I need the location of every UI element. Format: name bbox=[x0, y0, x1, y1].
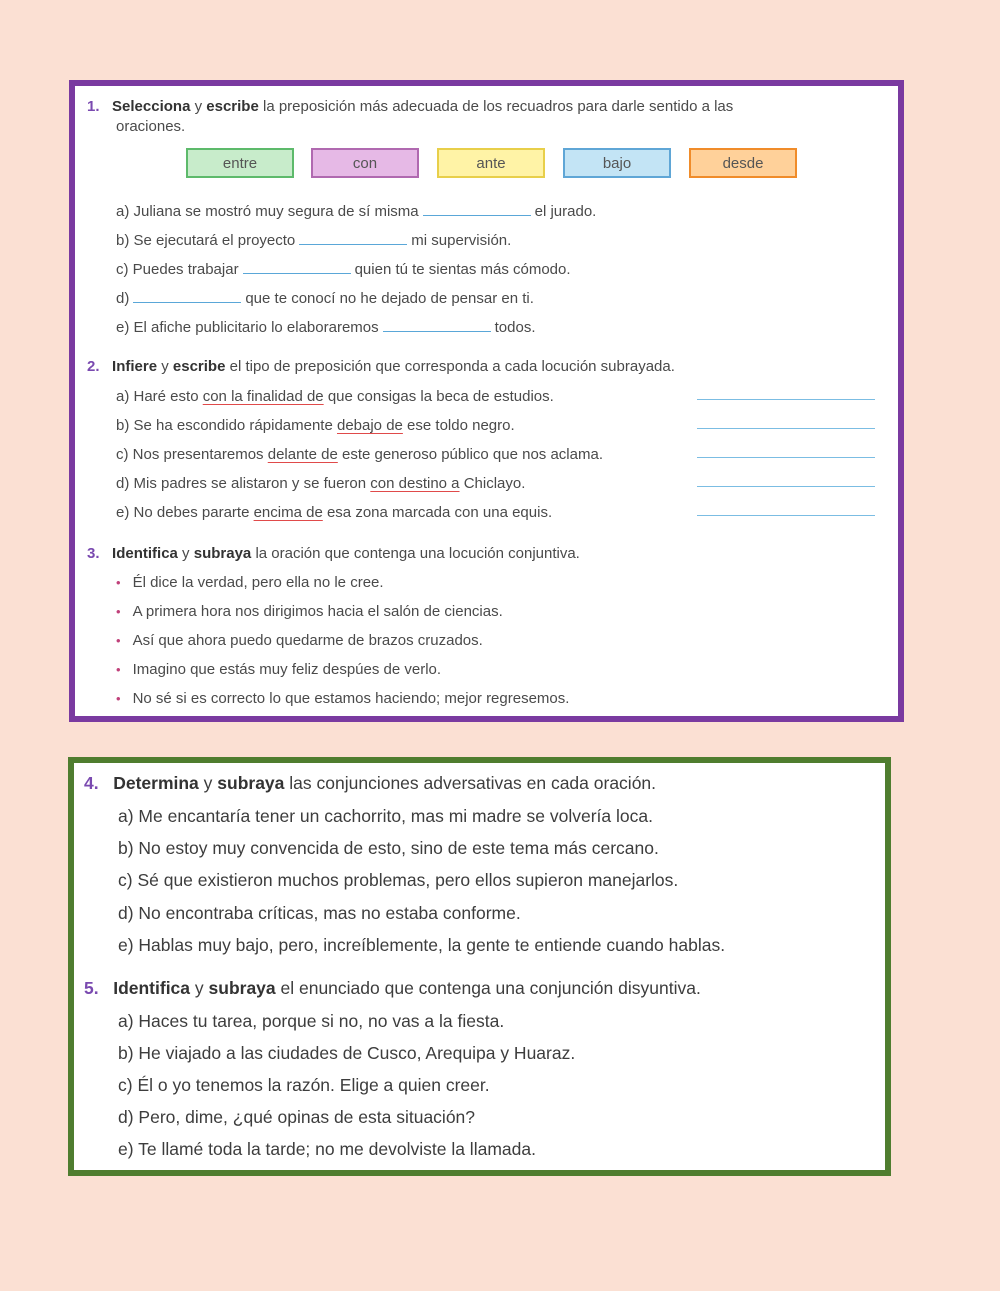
s5-instruction: 5. Identifica y subraya el enunciado que contenga una conjunción disyuntiva. bbox=[84, 978, 701, 998]
answer-blank[interactable] bbox=[299, 232, 407, 245]
answer-blank[interactable] bbox=[423, 203, 531, 216]
s1-item-d: d) que te conocí no he dejado de pensar en ti. bbox=[116, 290, 534, 307]
answer-line[interactable] bbox=[697, 428, 875, 429]
list-item[interactable]: d) Pero, dime, ¿qué opinas de esta situación? bbox=[118, 1107, 476, 1127]
s1-instruction-line2: oraciones. bbox=[116, 118, 186, 135]
list-item[interactable]: • A primera hora nos dirigimos hacia el salón de ciencias. bbox=[116, 603, 503, 620]
answer-blank[interactable] bbox=[133, 290, 241, 303]
s2-item-a: a) Haré esto con la finalidad de que consigas la beca de estudios. bbox=[116, 388, 554, 405]
s1-instruction: 1. Selecciona y escribe la preposición más adecuada de los recuadros para darle sentido a las bbox=[87, 98, 734, 115]
s1-item-e: e) El afiche publicitario lo elaboraremos todos. bbox=[116, 319, 536, 336]
s2-item-c: c) Nos presentaremos delante de este generoso público que nos aclama. bbox=[116, 446, 603, 463]
exercise-box-1 bbox=[69, 80, 904, 722]
list-item[interactable]: • Imagino que estás muy feliz despúes de verlo. bbox=[116, 661, 442, 678]
list-item[interactable]: a) Haces tu tarea, porque si no, no vas a la fiesta. bbox=[118, 1011, 505, 1031]
s2-item-e: e) No debes pararte encima de esa zona marcada con una equis. bbox=[116, 504, 553, 521]
answer-line[interactable] bbox=[697, 486, 875, 487]
list-item[interactable]: • No sé si es correcto lo que estamos haciendo; mejor regresemos. bbox=[116, 690, 570, 707]
answer-blank[interactable] bbox=[243, 261, 351, 274]
s3-instruction: 3. Identifica y subraya la oración que contenga una locución conjuntiva. bbox=[87, 545, 580, 562]
list-item[interactable]: e) Hablas muy bajo, pero, increíblemente, la gente te entiende cuando hablas. bbox=[118, 935, 726, 955]
answer-line[interactable] bbox=[697, 515, 875, 516]
exercise-box-2 bbox=[68, 757, 891, 1176]
list-item[interactable]: d) No encontraba críticas, mas no estaba conforme. bbox=[118, 903, 521, 923]
list-item[interactable]: e) Te llamé toda la tarde; no me devolviste la llamada. bbox=[118, 1139, 536, 1159]
chip-bajo[interactable]: bajo bbox=[563, 148, 671, 178]
list-item[interactable]: b) No estoy muy convencida de esto, sino de este tema más cercano. bbox=[118, 838, 659, 858]
s4-instruction: 4. Determina y subraya las conjunciones adversativas en cada oración. bbox=[84, 773, 657, 793]
answer-blank[interactable] bbox=[383, 319, 491, 332]
s2-item-b: b) Se ha escondido rápidamente debajo de ese toldo negro. bbox=[116, 417, 515, 434]
s1-item-c: c) Puedes trabajar quien tú te sientas más cómodo. bbox=[116, 261, 571, 278]
list-item[interactable]: • Así que ahora puedo quedarme de brazos cruzados. bbox=[116, 632, 483, 649]
list-item[interactable]: b) He viajado a las ciudades de Cusco, Arequipa y Huaraz. bbox=[118, 1043, 576, 1063]
chip-desde[interactable]: desde bbox=[689, 148, 797, 178]
list-item[interactable]: • Él dice la verdad, pero ella no le cree. bbox=[116, 574, 384, 591]
answer-line[interactable] bbox=[697, 399, 875, 400]
answer-line[interactable] bbox=[697, 457, 875, 458]
s1-item-b: b) Se ejecutará el proyecto mi supervisión. bbox=[116, 232, 512, 249]
chip-ante[interactable]: ante bbox=[437, 148, 545, 178]
list-item[interactable]: c) Él o yo tenemos la razón. Elige a quien creer. bbox=[118, 1075, 490, 1095]
s1-item-a: a) Juliana se mostró muy segura de sí misma el jurado. bbox=[116, 203, 597, 220]
s2-item-d: d) Mis padres se alistaron y se fueron con destino a Chiclayo. bbox=[116, 475, 526, 492]
list-item[interactable]: c) Sé que existieron muchos problemas, pero ellos supieron manejarlos. bbox=[118, 870, 679, 890]
list-item[interactable]: a) Me encantaría tener un cachorrito, mas mi madre se volvería loca. bbox=[118, 806, 653, 826]
chip-entre[interactable]: entre bbox=[186, 148, 294, 178]
chip-con[interactable]: con bbox=[311, 148, 419, 178]
s2-instruction: 2. Infiere y escribe el tipo de preposición que corresponda a cada locución subrayada. bbox=[87, 358, 675, 375]
